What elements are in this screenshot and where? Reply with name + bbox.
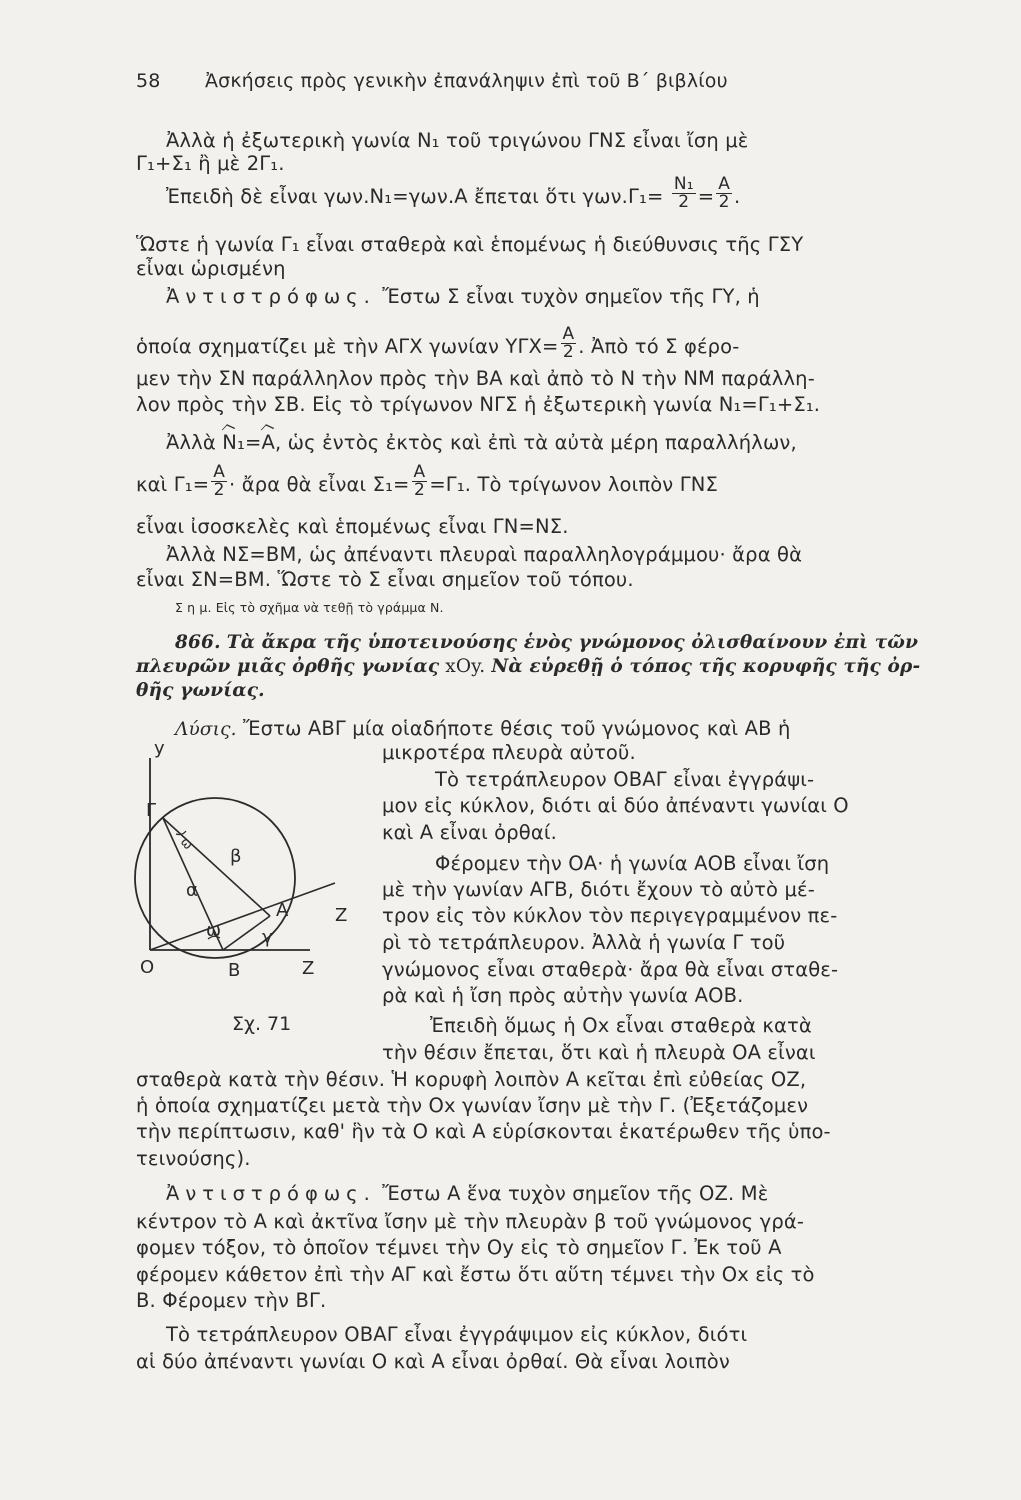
text-segment: Ἔστω Α ἕνα τυχὸν σημεῖον τῆς ΟΖ. Μὲ bbox=[382, 1182, 769, 1205]
problem-statement-line bbox=[136, 678, 265, 704]
text-line: ρὶ τὸ τετράπλευρον. Ἀλλὰ ἡ γωνία Γ τοῦ bbox=[382, 931, 786, 954]
text-line: Τὸ τετράπλευρον ΟΒΑΓ εἶναι ἐγγράψι- bbox=[435, 768, 815, 791]
text-line: μικροτέρα πλευρὰ αὐτοῦ. bbox=[382, 741, 636, 764]
text-segment: . Ἀπὸ τό Σ φέρο- bbox=[578, 335, 740, 358]
spaced-heading: Ἀντιστρόφως. bbox=[166, 285, 376, 308]
label-gamma: Γ bbox=[146, 800, 157, 821]
fraction bbox=[672, 176, 696, 211]
text-line: ρὰ καὶ ἡ ἴση πρὸς αὐτὴν γωνία ΑΟΒ. bbox=[382, 984, 744, 1007]
text-line: Ἐπειδὴ ὅμως ἡ Οx εἶναι σταθερὰ κατὰ bbox=[430, 1014, 812, 1037]
text-segment: , ὡς ἐντὸς ἐκτὸς καὶ ἐπὶ τὰ αὐτὰ μέρη παραλλήλων, bbox=[274, 431, 797, 454]
figure-caption: Σχ. 71 bbox=[232, 1013, 292, 1035]
fraction-numerator: Ν₁ bbox=[673, 174, 694, 194]
text-line: Ἀλλὰ ἡ ἐξωτερικὴ γωνία Ν₁ τοῦ τριγώνου ΓΝΣ εἶναι ἴση μὲ bbox=[166, 129, 749, 152]
text-segment: · ἄρα θὰ εἶναι Σ₁= bbox=[229, 473, 410, 496]
text-segment: Ἔστω Σ εἶναι τυχὸν σημεῖον τῆς ΓΥ, ἡ bbox=[382, 285, 760, 308]
solution-label: Λύσις. bbox=[175, 719, 237, 740]
note-line: Σ η μ. Εἰς τὸ σχῆμα νὰ τεθῇ τὸ γράμμα Ν. bbox=[175, 600, 444, 615]
fraction-numerator: Α bbox=[718, 174, 730, 194]
text-segment: xOy. bbox=[445, 656, 486, 677]
text-line: Φέρομεν τὴν ΟΑ· ἡ γωνία ΑΟΒ εἶναι ἴση bbox=[435, 852, 830, 875]
fraction-denominator: 2 bbox=[718, 192, 730, 212]
label-omega: ω bbox=[206, 920, 222, 941]
label-o: Ο bbox=[140, 957, 155, 978]
text-line bbox=[166, 430, 797, 456]
text-line: φέρομεν κάθετον ἐπὶ τὴν ΑΓ καὶ ἔστω ὅτι αὕτη τέμνει τὴν Οx εἰς τὸ bbox=[136, 1263, 815, 1286]
geometry-figure bbox=[110, 738, 360, 1008]
label-z-upper: Ζ bbox=[335, 905, 348, 926]
fraction bbox=[716, 176, 732, 211]
label-y: y bbox=[154, 738, 165, 759]
text-line: εἶναι ΣΝ=ΒΜ. Ὥστε τὸ Σ εἶναι σημεῖον τοῦ τόπου. bbox=[136, 568, 634, 591]
spaced-heading: Ἀντιστρόφως. bbox=[166, 1182, 376, 1205]
line-oz bbox=[150, 883, 335, 950]
text-segment: ὁποία σχηματίζει μὲ τὴν ΑΓΧ γωνίαν ΥΓΧ= bbox=[136, 335, 559, 358]
text-line: αἱ δύο ἀπέναντι γωνίαι Ο καὶ Α εἶναι ὀρθαί. Θὰ εἶναι λοιπὸν bbox=[136, 1350, 730, 1373]
text-line: καὶ Α εἶναι ὀρθαί. bbox=[382, 821, 557, 844]
text-segment: καὶ Γ₁= bbox=[136, 473, 210, 496]
fraction-numerator: Α bbox=[562, 324, 575, 344]
text-line: Β. Φέρομεν τὴν ΒΓ. bbox=[136, 1289, 327, 1312]
text-line: φομεν τόξον, τὸ ὁποῖον τέμνει τὴν Οy εἰς τὸ σημεῖον Γ. Ἐκ τοῦ Α bbox=[136, 1236, 782, 1259]
label-z-lower: Ζ bbox=[302, 958, 315, 979]
fraction-denominator: 2 bbox=[213, 480, 225, 500]
label-omega-arc: ω bbox=[176, 834, 196, 853]
text-line: λον πρὸς τὴν ΣΒ. Εἰς τὸ τρίγωνον ΝΓΣ ἡ ἐξωτερικὴ γωνία Ν₁=Γ₁+Σ₁. bbox=[136, 393, 821, 416]
problem-statement-line bbox=[175, 630, 918, 656]
text-segment: θῆς γωνίας. bbox=[136, 680, 265, 701]
fraction-numerator: Α bbox=[413, 462, 426, 482]
text-line bbox=[166, 1181, 768, 1207]
problem-statement-line bbox=[136, 654, 920, 680]
angle-symbol: Ν₁ bbox=[222, 431, 245, 454]
fraction-denominator: 2 bbox=[678, 192, 690, 212]
text-segment: πλευρῶν μιᾶς ὀρθῆς γωνίας bbox=[136, 656, 440, 677]
text-segment: Νὰ εὑρεθῇ ὁ τόπος τῆς κορυφῆς τῆς ὀρ- bbox=[491, 656, 921, 677]
text-segment: Τὰ ἄκρα τῆς ὑποτεινούσης ἑνὸς γνώμονος ὀλισθαίνουν ἐπὶ τῶν bbox=[226, 632, 919, 653]
text-line: τὴν θέσιν ἔπεται, ὅτι καὶ ἡ πλευρὰ ΟΑ εἶναι bbox=[382, 1041, 816, 1064]
text-line: τρον εἰς τὸν κύκλον τὸν περιγεγραμμένον πε- bbox=[382, 904, 838, 927]
equals-sign: = bbox=[244, 431, 262, 454]
text-line: μον εἰς κύκλον, διότι αἱ δύο ἀπέναντι γωνίαι Ο bbox=[382, 794, 849, 817]
page-number: 58 bbox=[136, 70, 161, 92]
text-line: Τὸ τετράπλευρον ΟΒΑΓ εἶναι ἐγγράψιμον εἰς κύκλον, διότι bbox=[166, 1323, 748, 1346]
equals-sign: = bbox=[697, 185, 715, 208]
side-gamma-a bbox=[163, 818, 270, 916]
fraction bbox=[561, 326, 577, 361]
fraction bbox=[211, 464, 227, 499]
text-line: μὲ τὴν γωνίαν ΑΓΒ, διότι ἔχουν τὸ αὐτὸ μέ- bbox=[382, 878, 815, 901]
text-line: σταθερὰ κατὰ τὴν θέσιν. Ἡ κορυφὴ λοιπὸν Α κεῖται ἐπὶ εὐθείας ΟΖ, bbox=[136, 1068, 807, 1091]
text-segment: Ἀλλὰ bbox=[166, 431, 216, 454]
text-line: Ὥστε ἡ γωνία Γ₁ εἶναι σταθερὰ καὶ ἑπομένως ἡ διεύθυνσις τῆς ΓΣΥ bbox=[136, 233, 804, 256]
fraction-denominator: 2 bbox=[562, 342, 574, 362]
fraction bbox=[412, 464, 428, 499]
text-line: Ἀλλὰ ΝΣ=ΒΜ, ὡς ἀπέναντι πλευραὶ παραλληλογράμμου· ἄρα θὰ bbox=[166, 543, 803, 566]
text-line: εἶναι ὡρισμένη bbox=[136, 257, 286, 280]
angle-symbol: Α bbox=[261, 431, 275, 454]
text-line: κέντρον τὸ Α καὶ ἀκτῖνα ἴσην μὲ τὴν πλευρὰν β τοῦ γνώμονος γρά- bbox=[136, 1210, 805, 1233]
text-line-with-fractions bbox=[136, 462, 718, 503]
text-segment: Ἔστω ΑΒΓ μία οἱαδήποτε θέσις τοῦ γνώμονος καὶ ΑΒ ἡ bbox=[243, 717, 791, 740]
text-line: ἡ ὁποία σχηματίζει μετὰ τὴν Οx γωνίαν ἴσην μὲ τὴν Γ. (Ἐξετάζομεν bbox=[136, 1094, 809, 1117]
text-line: τὴν περίπτωσιν, καθ' ἣν τὰ Ο καὶ Α εὑρίσκονται ἑκατέρωθεν τῆς ὑπο- bbox=[136, 1120, 831, 1143]
label-gamma-small: γ bbox=[262, 927, 273, 948]
period: . bbox=[733, 185, 741, 208]
text-line-with-fraction bbox=[136, 324, 740, 365]
text-line: εἶναι ἰσοσκελὲς καὶ ἑπομένως εἶναι ΓΝ=ΝΣ. bbox=[136, 515, 569, 538]
label-a: Α bbox=[276, 900, 289, 921]
label-b: Β bbox=[228, 960, 241, 981]
text-segment: =Γ₁. Τὸ τρίγωνον λοιπὸν ΓΝΣ bbox=[429, 473, 718, 496]
text-line: μεν τὴν ΣΝ παράλληλον πρὸς τὴν ΒΑ καὶ ἀπὸ τὸ Ν τὴν ΝΜ παράλλη- bbox=[136, 367, 815, 390]
fraction-denominator: 2 bbox=[413, 480, 425, 500]
text-line: Γ₁+Σ₁ ἢ μὲ 2Γ₁. bbox=[136, 152, 285, 175]
text-line: γνώμονος εἶναι σταθερὰ· ἄρα θὰ εἶναι σταθε- bbox=[382, 958, 839, 981]
label-beta-side: β bbox=[230, 846, 242, 867]
label-alpha-side: α bbox=[186, 880, 198, 901]
running-title: Ἀσκήσεις πρὸς γενικὴν ἐπανάληψιν ἐπὶ τοῦ Β΄ βιβλίου bbox=[205, 70, 728, 92]
text-segment: Ἐπειδὴ δὲ εἶναι γων.Ν₁=γων.Α ἔπεται ὅτι γων.Γ₁= bbox=[166, 185, 664, 208]
problem-number: 866. bbox=[175, 632, 221, 653]
text-line: τεινούσης). bbox=[136, 1147, 251, 1170]
text-line bbox=[166, 284, 760, 310]
text-line-with-fractions bbox=[166, 174, 741, 215]
fraction-numerator: Α bbox=[213, 462, 225, 482]
